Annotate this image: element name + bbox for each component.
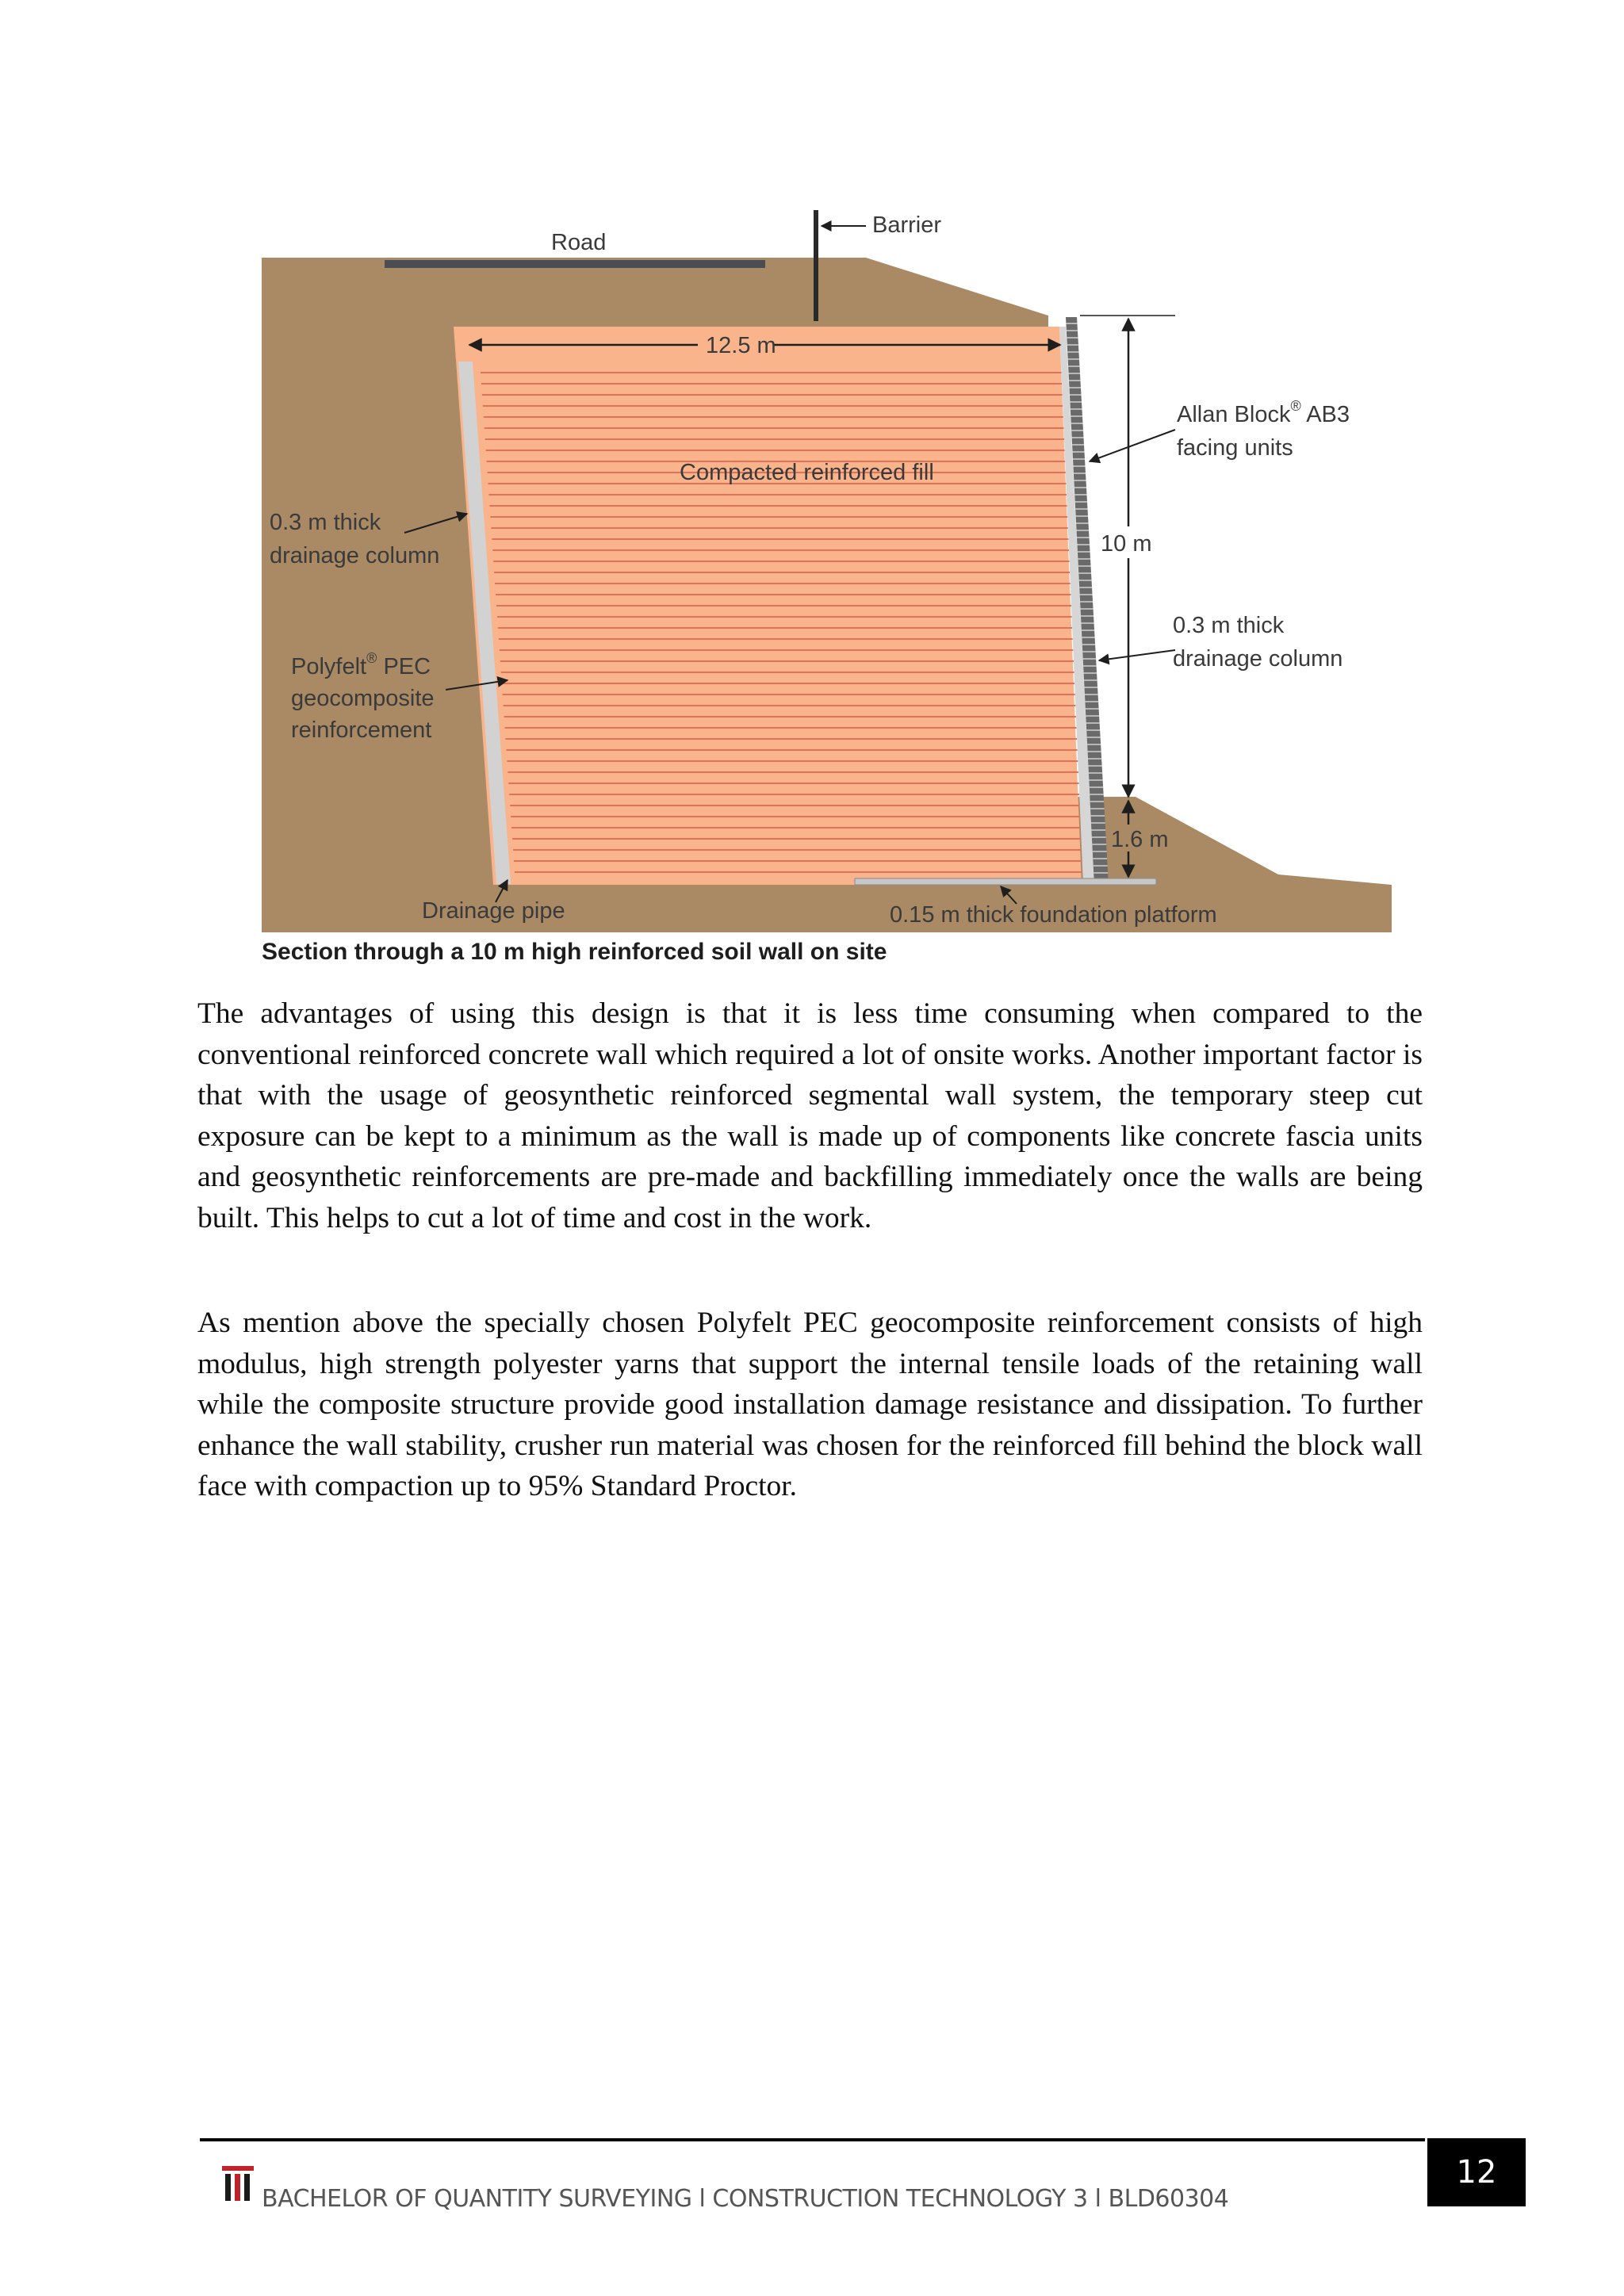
label-barrier: Barrier [872,212,942,238]
label-facing-units: facing units [1177,435,1293,461]
label-drain-right-1: 0.3 m thick [1173,613,1285,638]
university-logo-icon [222,2166,254,2201]
label-road: Road [551,230,607,255]
page-number-box [1427,2138,1526,2206]
page-number: 12 [1456,2154,1497,2191]
footer-course-text: BACHELOR OF QUANTITY SURVEYING l CONSTRUCTION TECHNOLOGY 3 l BLD60304 [262,2185,1229,2213]
footer-divider [200,2138,1425,2141]
body-paragraph-1: The advantages of using this design is that it is less time consuming when compared to the conventional reinforced concrete wall which required a lot of onsite works. Another important factor is that with the usage of geosynthetic reinforced segmental wall system, the temporary steep cut exposure can be kept to a minimum as the wall is made up of components like concrete fascia units and geosynthetic reinforcements are pre-made and backfilling immediately once the walls are being built. This helps to cut a lot of time and cost in the work. [197,997,1423,1234]
label-polyfelt: Polyfelt® PEC [291,650,431,679]
label-allan-block: Allan Block® AB3 [1177,398,1350,427]
label-embed: 1.6 m [1111,827,1169,852]
label-height: 10 m [1101,531,1152,557]
label-fill: Compacted reinforced fill [680,460,934,485]
label-drain-right-2: drainage column [1173,646,1343,672]
label-width: 12.5 m [706,333,776,358]
foundation-platform [855,878,1156,885]
retaining-wall-figure [255,190,1445,967]
road-surface [385,260,765,268]
retaining-wall-diagram [255,190,1445,967]
barrier-post [814,210,818,321]
label-reinforcement: reinforcement [291,718,432,743]
label-drain-left-1: 0.3 m thick [270,510,381,535]
figure-caption: Section through a 10 m high reinforced soil wall on site [262,939,887,965]
body-paragraph-2: As mention above the specially chosen Polyfelt PEC geocomposite reinforcement consists of high modulus, high strength polyester yarns that support the internal tensile loads of the retaining wall while the composite structure provide good installation damage resistance and dissipation. To further enhance the wall stability, crusher run material was chosen for the reinforced fill behind the block wall face with compaction up to 95% Standard Proctor. [197,1307,1423,1502]
label-drain-left-2: drainage column [270,543,440,568]
label-geocomposite: geocomposite [291,686,435,711]
label-drainage-pipe: Drainage pipe [422,898,565,924]
label-platform: 0.15 m thick foundation platform [890,902,1217,928]
